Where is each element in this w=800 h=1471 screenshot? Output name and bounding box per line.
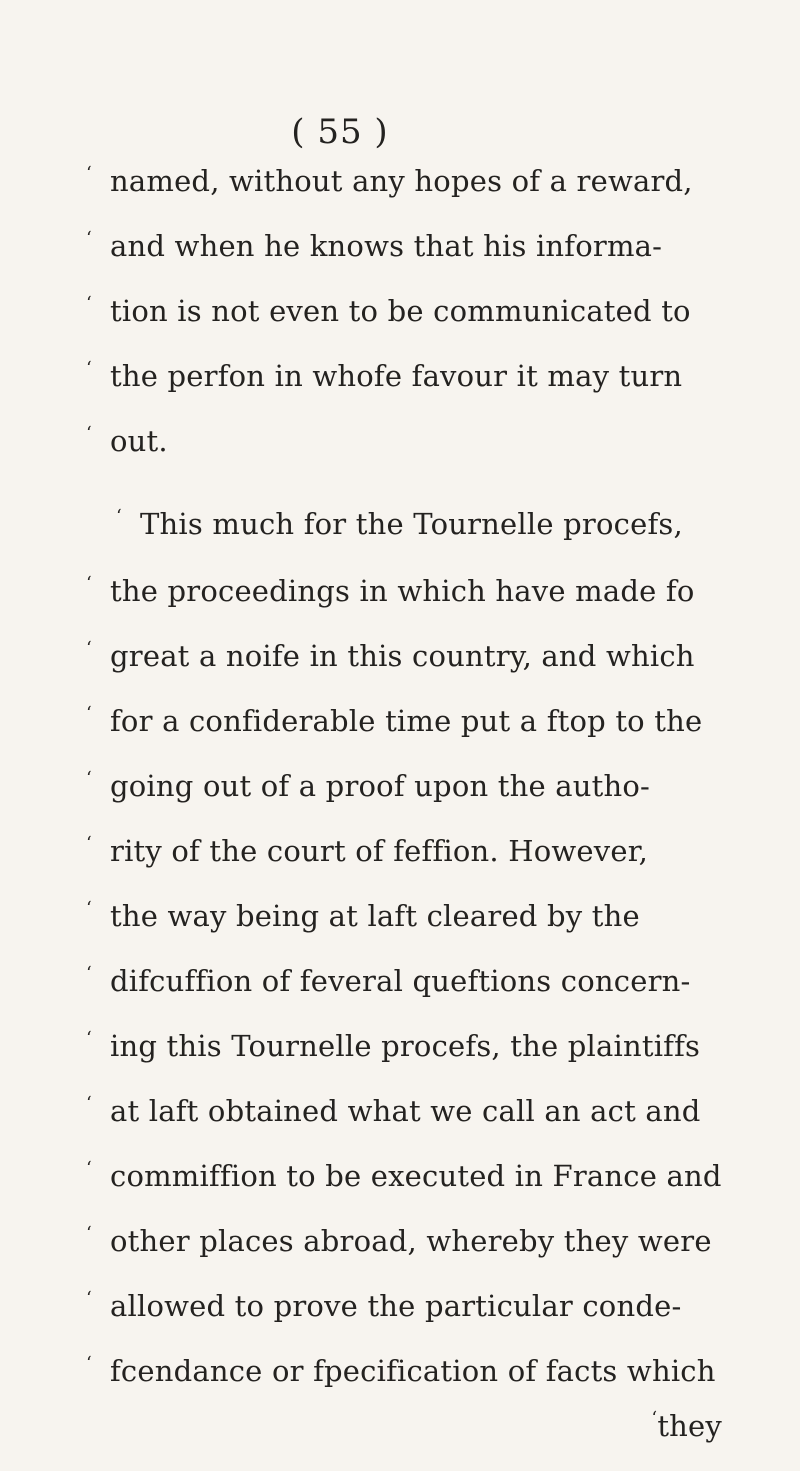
text-line (86, 1158, 722, 1193)
quote-mark: ‘ (86, 293, 92, 314)
line-text: ing this Tournelle procefs, the plaintiffs (110, 1029, 701, 1063)
text-line (86, 1093, 716, 1128)
quote-mark: ‘ (86, 1028, 92, 1049)
text-line (86, 638, 716, 673)
line-text: tion is not even to be communicated to (110, 294, 691, 328)
quote-mark: ‘ (86, 1158, 92, 1179)
line-text: and when he knows that his informa- (110, 229, 663, 263)
text-line (86, 1223, 716, 1258)
quote-mark: ‘ (86, 898, 92, 919)
quote-mark: ‘ (86, 703, 92, 724)
line-text: This much for the Tournelle procefs, (140, 507, 683, 541)
text-line (86, 293, 716, 328)
page-number: ( 55 ) (291, 112, 389, 152)
catchword-line (86, 1408, 722, 1443)
text-line (86, 1288, 716, 1323)
line-text: at laft obtained what we call an act and (110, 1094, 701, 1128)
line-text: going out of a proof upon the autho- (110, 769, 651, 803)
line-text: rity of the court of feffion. However, (110, 834, 649, 868)
quote-mark: ‘ (86, 768, 92, 789)
quote-mark: ‘ (86, 1093, 92, 1114)
text-line (86, 963, 716, 998)
text-line (86, 506, 716, 541)
text-line (86, 573, 716, 608)
quote-mark: ‘ (86, 573, 92, 594)
text-line (86, 703, 716, 738)
quote-mark: ‘ (86, 1288, 92, 1309)
quote-mark: ‘ (86, 638, 92, 659)
quote-mark: ‘ (86, 358, 92, 379)
line-text: fcendance or fpecification of facts which (110, 1354, 716, 1388)
quote-mark: ‘ (86, 163, 92, 184)
quote-mark: ‘ (86, 963, 92, 984)
quote-mark: ‘ (86, 1223, 92, 1244)
catchword: they (657, 1409, 722, 1443)
text-line (86, 358, 716, 393)
quote-mark: ‘ (86, 1353, 92, 1374)
text-line (86, 768, 716, 803)
text-line (86, 898, 716, 933)
line-text: the way being at laft cleared by the (110, 899, 640, 933)
text-line (86, 423, 716, 458)
text-line (86, 228, 716, 263)
line-text: allowed to prove the particular conde- (110, 1289, 682, 1323)
text-line (86, 1353, 716, 1388)
quote-mark: ‘ (86, 833, 92, 854)
line-text: commiffion to be executed in France and (110, 1159, 722, 1193)
line-text: for a confiderable time put a ftop to the (110, 704, 703, 738)
line-text: the perfon in whofe favour it may turn (110, 359, 683, 393)
quote-mark: ‘ (86, 228, 92, 249)
text-line (86, 833, 716, 868)
line-text: great a noife in this country, and which (110, 639, 695, 673)
line-text: out. (110, 424, 168, 458)
quote-mark: ‘ (116, 506, 122, 527)
text-line (86, 163, 716, 198)
line-text: difcuffion of feveral queftions concern- (110, 964, 691, 998)
quote-mark: ‘ (651, 1408, 658, 1429)
line-text: other places abroad, whereby they were (110, 1224, 712, 1258)
quote-mark: ‘ (86, 423, 92, 444)
line-text: named, without any hopes of a reward, (110, 164, 693, 198)
line-text: the proceedings in which have made fo (110, 574, 695, 608)
text-line (86, 1028, 716, 1063)
